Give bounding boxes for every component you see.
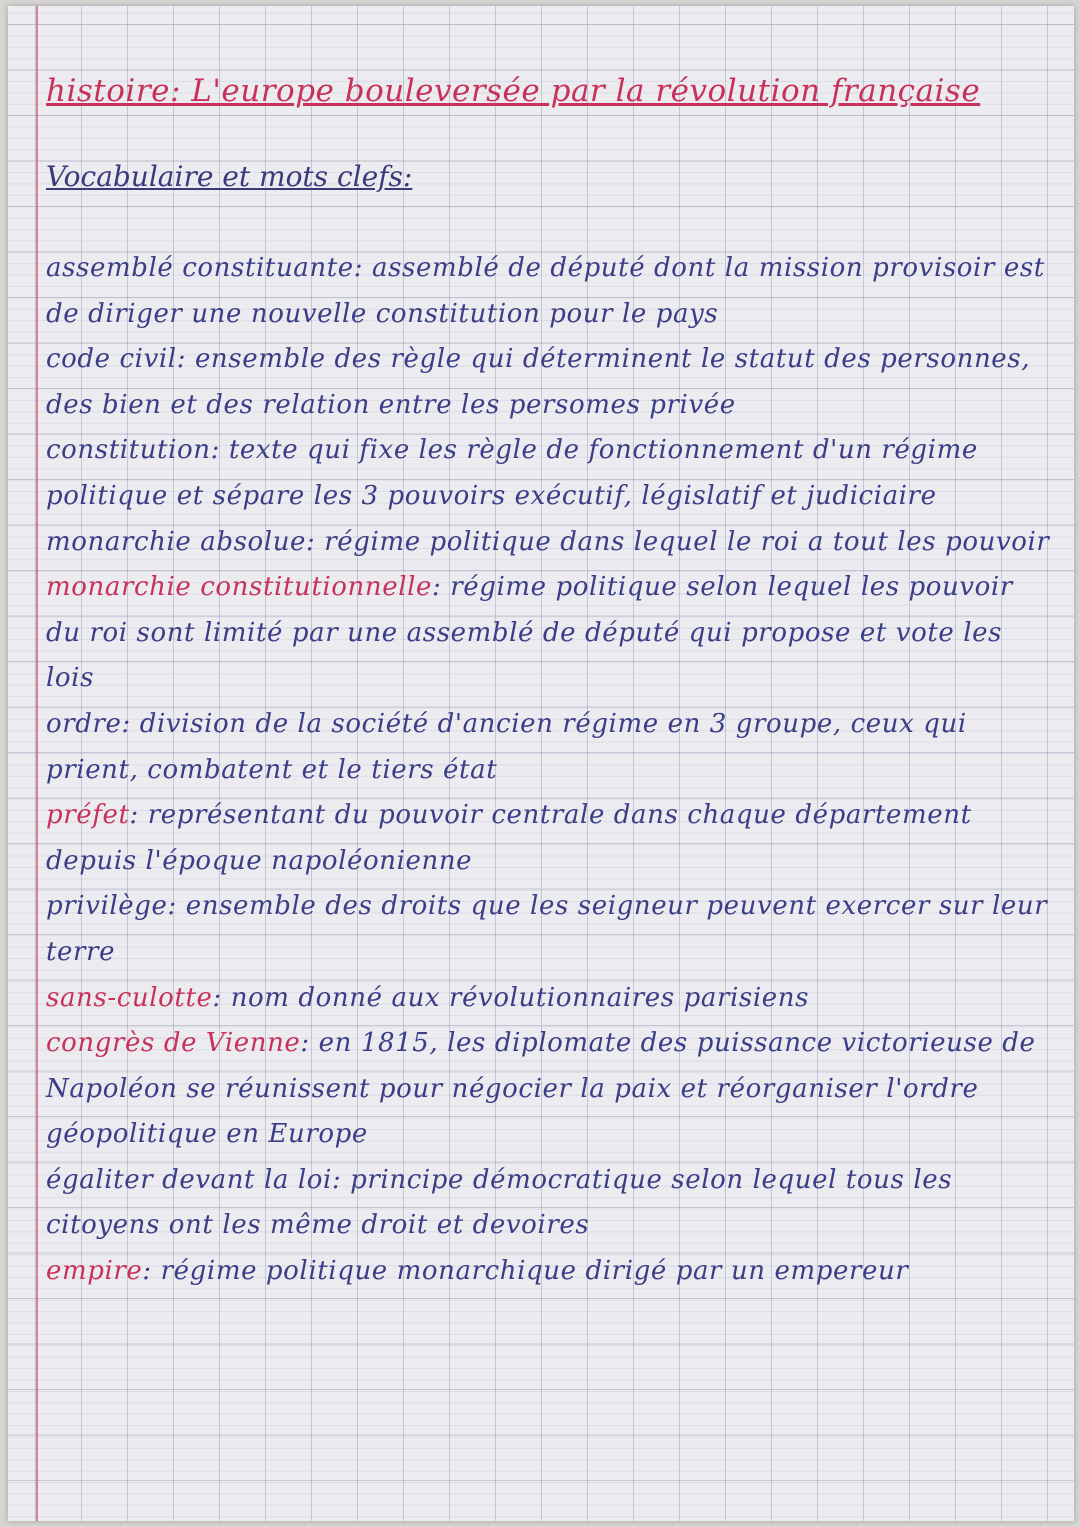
vocab-definition: : assemblé de député dont la mission provisoir est de diriger une nouvelle constitution pour le pays — [46, 253, 1045, 329]
vocab-entry-assemble-constituante — [46, 246, 1056, 337]
vocab-definition: : nom donné aux révolutionnaires parisiens — [212, 982, 810, 1013]
vocab-definition: : en 1815, les diplomate des puissance victorieuse de Napoléon se réunissent pour négocier la paix et réorganiser l'ordre géopolitique en Europe — [46, 1028, 1036, 1150]
vocab-entry-monarchie-absolue — [46, 520, 1056, 566]
vocab-definition: : régime politique dans lequel le roi a tout les pouvoir — [306, 526, 1050, 557]
vocab-entry-code-civil — [46, 337, 1056, 428]
vocab-term: préfet — [46, 800, 130, 831]
page-title: histoire: L'europe bouleversée par la révolution française — [46, 73, 981, 109]
vocab-entry-congres-de-vienne — [46, 1021, 1056, 1158]
vocab-entry-ordre — [46, 702, 1056, 793]
vocab-term: congrès de Vienne — [46, 1028, 301, 1059]
vocab-entry-egalite-devant-la-loi — [46, 1158, 1056, 1249]
vocab-term: constitution — [46, 435, 211, 466]
vocab-definition: : ensemble des droits que les seigneur peuvent exercer sur leur terre — [46, 891, 1048, 967]
vocab-term: égaliter devant la loi — [46, 1164, 332, 1195]
section-heading: Vocabulaire et mots clefs: — [46, 160, 413, 193]
vocabulary-list — [46, 246, 1056, 1295]
vocab-entry-empire — [46, 1249, 1056, 1295]
vocab-definition: : régime politique selon lequel les pouvoir du roi sont limité par une assemblé de député qui propose et vote les lois — [46, 572, 1013, 694]
vocab-definition: : régime politique monarchique dirigé par un empereur — [142, 1256, 909, 1287]
notebook-page — [8, 6, 1074, 1521]
page-content — [46, 68, 1056, 1295]
vocab-entry-sans-culotte — [46, 976, 1056, 1022]
vocab-definition: : division de la société d'ancien régime en 3 groupe, ceux qui prient, combatent et le tiers état — [46, 708, 967, 785]
vocab-term: assemblé constituante — [46, 253, 354, 283]
vocab-term: privilège — [46, 891, 168, 922]
vocab-term: ordre — [46, 708, 122, 739]
vocab-definition: : représentant du pouvoir centrale dans chaque département depuis l'époque napoléonienne — [46, 800, 972, 876]
margin-line — [36, 6, 38, 1521]
vocab-entry-privilege — [46, 884, 1056, 975]
vocab-term: monarchie constitutionnelle — [46, 572, 433, 603]
vocab-entry-constitution — [46, 428, 1056, 519]
vocab-entry-monarchie-constitutionnelle — [46, 565, 1056, 702]
vocab-term: monarchie absolue — [46, 526, 307, 557]
vocab-definition: : principe démocratique selon lequel tous les citoyens ont les même droit et devoires — [46, 1164, 953, 1241]
vocab-term: code civil — [46, 344, 177, 375]
vocab-term: sans-culotte — [46, 982, 213, 1013]
vocab-definition: : ensemble des règle qui déterminent le statut des personnes, des bien et des relation entre les persomes privée — [46, 344, 1031, 420]
vocab-definition: : texte qui fixe les règle de fonctionnement d'un régime politique et sépare les 3 pouvoirs exécutif, législatif et judiciaire — [46, 435, 978, 511]
vocab-entry-prefet — [46, 793, 1056, 884]
vocab-term: empire — [46, 1256, 143, 1287]
